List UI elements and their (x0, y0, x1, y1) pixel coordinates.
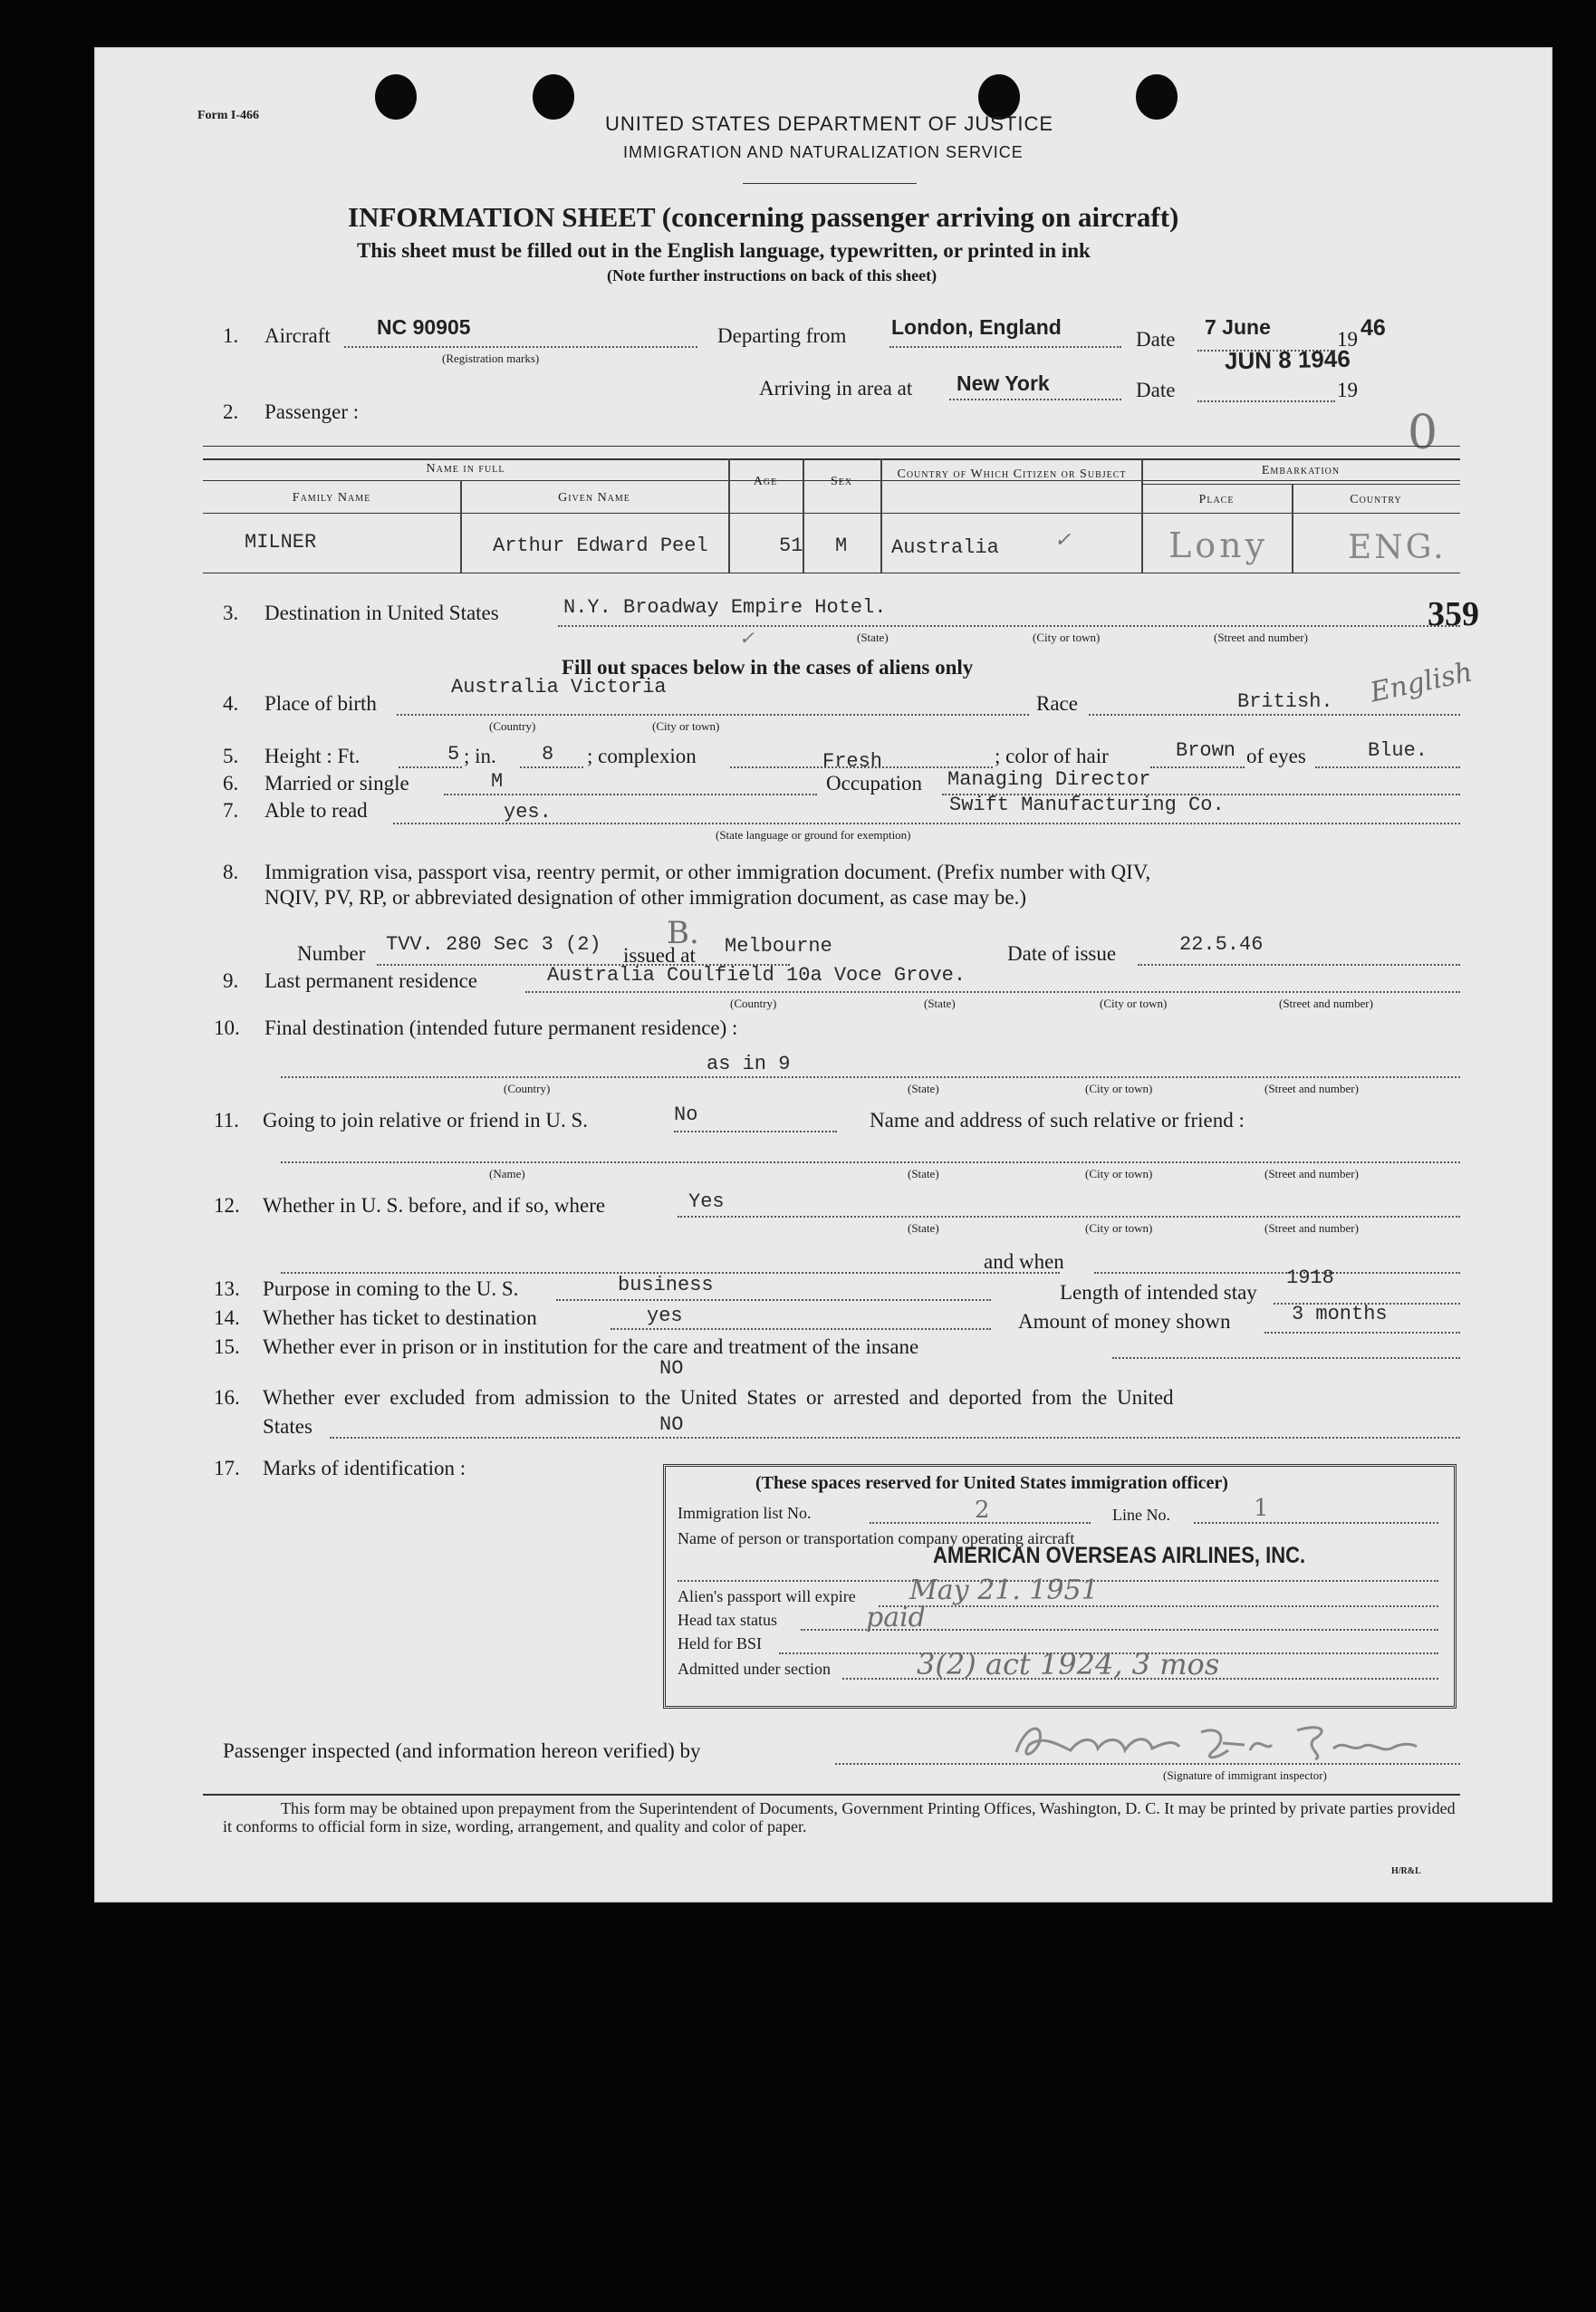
embarkation-rule (1141, 484, 1460, 485)
relative-name-label: Name and address of such relative or friend : (870, 1109, 1245, 1132)
ticket-label: Whether has ticket to destination (263, 1306, 537, 1329)
table-header-rule (203, 458, 1460, 460)
excluded-text-2: States (263, 1415, 312, 1438)
previous-visit-street-caption: (Street and number) (1264, 1221, 1359, 1235)
department-heading: UNITED STATES DEPARTMENT OF JUSTICE (605, 112, 1054, 135)
race-label: Race (1036, 692, 1078, 715)
passport-expire-value: May 21. 1951 (909, 1575, 1099, 1606)
table-top-rule (203, 446, 1460, 447)
item3-number: 3. (223, 602, 239, 624)
footer-note: This form may be obtained upon prepayment from the Superintendent of Documents, Government Printing Offices, Washington, D. C. It may be printed by private parties provided it conforms to official form in size, wording, arrangement, and quality and color of paper. (223, 1799, 1456, 1835)
last-residence-state-caption: (State) (924, 997, 956, 1010)
item12-number: 12. (214, 1194, 240, 1217)
departure-date-value: 7 June (1205, 315, 1271, 339)
item10-number: 10. (214, 1016, 240, 1039)
issue-date-line (1138, 964, 1460, 966)
marital-label: Married or single (264, 772, 409, 795)
occupation-value: Managing Director (947, 768, 1151, 791)
relative-city-caption: (City or town) (1085, 1167, 1153, 1180)
page-number: 359 (1428, 595, 1479, 633)
departure-year-prefix: 19 (1337, 328, 1358, 351)
departing-value: London, England (891, 315, 1062, 339)
eyes-label: of eyes (1246, 745, 1306, 767)
immigration-list-value: 2 (975, 1497, 990, 1524)
height-in-line (520, 766, 583, 768)
departure-date-label: Date (1136, 328, 1176, 351)
final-destination-state-caption: (State) (908, 1082, 939, 1095)
document-text-1: Immigration visa, passport visa, reentry permit, or other immigration document. (Prefix number with QIV, (264, 861, 1151, 883)
destination-street-caption: (Street and number) (1214, 631, 1308, 644)
arrival-date-line (1197, 400, 1335, 402)
passenger-label: Passenger : (264, 400, 360, 423)
marital-value: M (491, 770, 504, 793)
inspected-label: Passenger inspected (and information hereon verified) by (223, 1739, 701, 1762)
last-residence-city-caption: (City or town) (1100, 997, 1168, 1010)
last-residence-value: Australia Coulfield 10a Voce Grove. (547, 964, 966, 987)
departing-line (889, 346, 1121, 348)
arriving-label: Arriving in area at (759, 377, 913, 400)
birthplace-value: Australia Victoria (451, 676, 667, 698)
sheet-note: (Note further instructions on back of this sheet) (607, 266, 937, 284)
company-value: AMERICAN OVERSEAS AIRLINES, INC. (933, 1542, 1306, 1568)
last-residence-label: Last permanent residence (264, 969, 477, 992)
height-label: Height : Ft. (264, 745, 361, 767)
height-in-label: ; in. (464, 745, 496, 767)
previous-visit-when-value: 1918 (1286, 1267, 1334, 1289)
last-residence-line (525, 991, 1460, 993)
item11-number: 11. (214, 1109, 239, 1132)
excluded-line (330, 1437, 1460, 1439)
country-header: Country (1350, 493, 1402, 506)
citizen-tick: ✓ (1054, 529, 1072, 552)
destination-value: N.Y. Broadway Empire Hotel. (563, 596, 887, 619)
service-heading: IMMIGRATION AND NATURALIZATION SERVICE (623, 143, 1024, 161)
line-no-label: Line No. (1112, 1506, 1170, 1524)
aliens-heading: Fill out spaces below in the cases of aliens only (562, 656, 974, 679)
previous-visit-city-caption: (City or town) (1085, 1221, 1153, 1235)
arrival-year-prefix: 19 (1337, 379, 1358, 401)
printer-mark: H/R&L (1391, 1866, 1421, 1876)
destination-label: Destination in United States (264, 602, 499, 624)
occupation-label: Occupation (826, 772, 923, 795)
table-col-4 (880, 458, 882, 573)
prison-line (1112, 1357, 1460, 1359)
ticket-line (611, 1328, 991, 1330)
item17-number: 17. (214, 1457, 240, 1479)
punch-hole-1 (375, 74, 417, 120)
race-handwritten: English (1367, 656, 1476, 709)
prison-value: NO (659, 1357, 684, 1380)
stay-value: 3 months (1292, 1303, 1388, 1325)
prison-label: Whether ever in prison or in institution for the care and treatment of the insane (263, 1335, 919, 1358)
birthplace-line (397, 714, 1029, 716)
embarkation-header: Embarkation (1261, 464, 1341, 477)
footer-rule (203, 1794, 1460, 1796)
marital-line (444, 794, 817, 795)
aircraft-label: Aircraft (264, 324, 331, 347)
held-bsi-label: Held for BSI (678, 1634, 762, 1652)
ticket-value: yes (647, 1305, 683, 1327)
able-to-read-line (393, 823, 1460, 824)
item7-number: 7. (223, 799, 239, 822)
destination-state-caption: (State) (857, 631, 889, 644)
complexion-value: Fresh (822, 750, 883, 773)
final-destination-country-caption: (Country) (504, 1082, 551, 1095)
sheet-title: INFORMATION SHEET (concerning passenger arriving on aircraft) (348, 201, 1179, 233)
able-to-read-caption: (State language or ground for exemption) (716, 828, 911, 842)
purpose-value: business (618, 1274, 714, 1296)
immigration-list-label: Immigration list No. (678, 1504, 812, 1522)
item13-number: 13. (214, 1277, 240, 1300)
registration-caption: (Registration marks) (442, 352, 540, 365)
previous-visit-when-label: and when (984, 1250, 1064, 1273)
item5-number: 5. (223, 745, 239, 767)
race-line (1089, 714, 1460, 716)
given-name-cell: Arthur Edward Peel (493, 535, 708, 557)
arrival-date-stamp: JUN 8 1946 (1224, 344, 1351, 375)
money-line (1264, 1332, 1460, 1334)
section-label: Admitted under section (678, 1660, 831, 1678)
line-no-line (1194, 1522, 1438, 1524)
issued-at-handwritten: B. (667, 915, 699, 951)
previous-visit-line (678, 1216, 1460, 1218)
officer-box-header: (These spaces reserved for United States immigration officer) (755, 1473, 1228, 1493)
height-ft-line (399, 766, 462, 768)
punch-hole-4 (1136, 74, 1178, 120)
inspector-signature (1007, 1716, 1424, 1767)
item15-number: 15. (214, 1335, 240, 1358)
issue-date-value: 22.5.46 (1179, 933, 1264, 956)
head-tax-label: Head tax status (678, 1611, 777, 1629)
aircraft-value: NC 90905 (377, 315, 471, 339)
previous-visit-value: Yes (688, 1190, 725, 1213)
relative-street-caption: (Street and number) (1264, 1167, 1359, 1180)
item16-number: 16. (214, 1386, 240, 1409)
age-header: Age (753, 475, 778, 488)
final-destination-city-caption: (City or town) (1085, 1082, 1153, 1095)
citizen-cell: Australia (891, 536, 999, 559)
final-destination-value: as in 9 (707, 1053, 791, 1075)
place-header: Place (1198, 493, 1235, 506)
relative-name-caption: (Name) (489, 1167, 525, 1180)
age-cell: 51 (779, 535, 803, 557)
given-name-header: Given Name (558, 491, 630, 505)
last-residence-country-caption: (Country) (730, 997, 777, 1010)
section-value: 3(2) act 1924, 3 mos (917, 1647, 1220, 1681)
employer-value: Swift Manufacturing Co. (949, 794, 1225, 816)
item4-number: 4. (223, 692, 239, 715)
line-no-value: 1 (1254, 1495, 1269, 1522)
passenger-check-mark: 0 (1408, 406, 1438, 460)
table-colhead-rule (203, 513, 1460, 514)
final-destination-line (281, 1076, 1460, 1078)
passport-expire-label: Alien's passport will expire (678, 1587, 856, 1605)
final-destination-label: Final destination (intended future permanent residence) : (264, 1016, 738, 1039)
destination-tick: ✓ (739, 627, 755, 649)
previous-visit-state-caption: (State) (908, 1221, 939, 1235)
issued-at-value: Melbourne (725, 935, 832, 958)
item1-number: 1. (223, 324, 239, 347)
family-name-header: Family Name (292, 491, 371, 505)
hair-value: Brown (1176, 739, 1236, 762)
final-destination-street-caption: (Street and number) (1264, 1082, 1359, 1095)
form-page (94, 47, 1553, 1903)
signature-caption: (Signature of immigrant inspector) (1163, 1768, 1327, 1782)
previous-visit-label: Whether in U. S. before, and if so, where (263, 1194, 606, 1217)
height-ft-value: 5 (447, 743, 460, 766)
excluded-value: NO (659, 1413, 684, 1436)
join-relative-label: Going to join relative or friend in U. S. (263, 1109, 588, 1132)
issue-date-label: Date of issue (1007, 942, 1117, 965)
aircraft-line (344, 346, 697, 348)
able-to-read-value: yes. (504, 801, 552, 824)
hair-label: ; color of hair (995, 745, 1109, 767)
document-number-label: Number (297, 942, 366, 965)
eyes-line (1315, 766, 1460, 768)
arriving-value: New York (957, 371, 1050, 395)
stay-label: Length of intended stay (1060, 1281, 1257, 1304)
family-name-cell: MILNER (245, 531, 317, 554)
destination-city-caption: (City or town) (1033, 631, 1101, 644)
form-number: Form I-466 (197, 109, 260, 122)
document-text-2: NQIV, PV, RP, or abbreviated designation of other immigration document, as case may be.) (264, 886, 1027, 909)
birthplace-city-caption: (City or town) (652, 719, 720, 733)
complexion-label: ; complexion (587, 745, 697, 767)
sheet-subtitle: This sheet must be filled out in the English language, typewritten, or printed in ink (357, 239, 1091, 262)
item6-number: 6. (223, 772, 239, 795)
relative-name-line (281, 1161, 1460, 1163)
embark-country-cell: ENG. (1348, 529, 1447, 566)
sex-header: Sex (830, 475, 853, 488)
citizen-header: Country of Which Citizen or Subject (897, 467, 1127, 481)
race-value: British. (1237, 690, 1333, 713)
eyes-value: Blue. (1368, 739, 1428, 762)
name-in-full-header: Name in full (426, 462, 505, 476)
destination-line (558, 625, 1460, 627)
item14-number: 14. (214, 1306, 240, 1329)
identification-label: Marks of identification : (263, 1457, 466, 1479)
item9-number: 9. (223, 969, 239, 992)
join-relative-value: No (674, 1103, 698, 1126)
height-in-value: 8 (542, 743, 554, 766)
last-residence-street-caption: (Street and number) (1279, 997, 1373, 1010)
sex-cell: M (835, 535, 848, 557)
birthplace-label: Place of birth (264, 692, 377, 715)
header-rule (743, 183, 917, 184)
money-label: Amount of money shown (1018, 1310, 1231, 1333)
departure-year-value: 46 (1360, 315, 1386, 341)
previous-visit-when-line (1094, 1272, 1460, 1274)
issued-at-label: issued at (623, 944, 696, 967)
document-number-value: TVV. 280 Sec 3 (2) (386, 933, 601, 956)
arriving-line (949, 399, 1121, 400)
item8-number: 8. (223, 861, 239, 883)
company-label: Name of person or transportation company operating aircraft (678, 1529, 1075, 1547)
punch-hole-2 (533, 74, 574, 120)
item2-number: 2. (223, 400, 239, 423)
birthplace-country-caption: (Country) (489, 719, 536, 733)
purpose-label: Purpose in coming to the U. S. (263, 1277, 519, 1300)
departing-label: Departing from (717, 324, 847, 347)
hair-line (1150, 766, 1245, 768)
excluded-text-1: Whether ever excluded from admission to the United States or arrested and deported from the United (263, 1386, 1174, 1409)
join-relative-line (674, 1131, 837, 1132)
able-to-read-label: Able to read (264, 799, 368, 822)
head-tax-value: paid (866, 1602, 926, 1633)
relative-state-caption: (State) (908, 1167, 939, 1180)
embark-place-cell: Lony (1168, 525, 1269, 565)
purpose-line (556, 1299, 991, 1301)
arrival-date-label: Date (1136, 379, 1176, 401)
